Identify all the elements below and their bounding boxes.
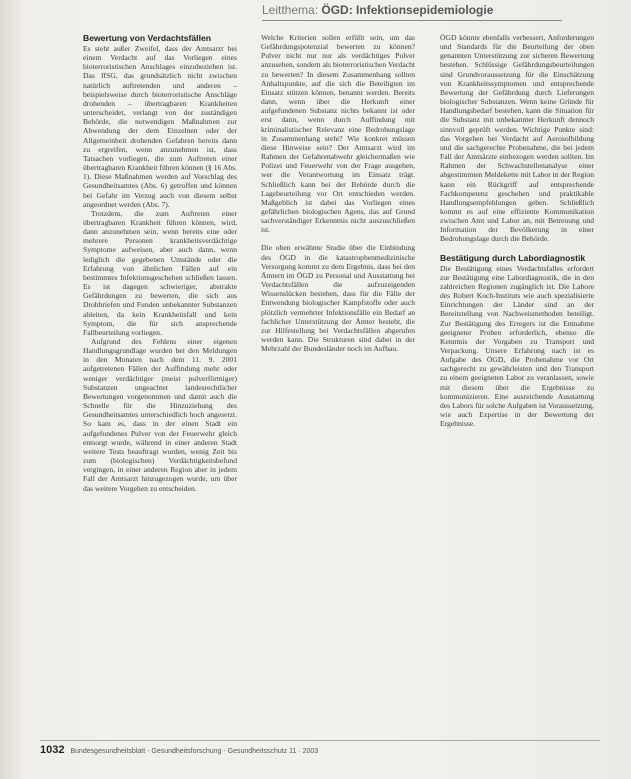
paragraph: ÖGD könnte ebenfalls verbessert, Anforderungen und Standards für die Beurteilung der oben genannten Unterstützung zur sicheren Bewertung bestehen. Schlüssige Gefährdungsbeurteilungen sind Grundvoraussetzung für die Einschätzung von Krankheitssymptomen und entsprechende Bewertung der Gefährdung durch Lieferungen biologischer Substanzen. Wenn keine Gründe für Handlungsbedarf bestehen, kann die Situation für die Substanz mit unbekannter Herkunft dennoch sinnvoll geprüft werden. Wichtige Punkte sind: das Vorgehen bei Verdacht auf Aerosolbildung und die sachgerechte Probenahme, die bei jedem Fall der Amtsärzte einbezogen werden sollten. Im Rahmen der Schwachstellenanalyse einer abgestimmten Meldekette mit Labor in der Region kann ein Rückgriff auf entsprechende Fachkompetenz geschehen und praktikable Handlungsempfehlungen geben. Schließlich kommt es auf eine effiziente Kommunikation zwischen Amt und Labor an, mit Betreuung und Information der Bevölkerung in einer Bedrohungslage durch die Behörde. xyxy=(440,33,594,244)
text-column-2 xyxy=(261,33,415,353)
journal-citation: Bundesgesundheitsblatt - Gesundheitsforschung - Gesundheitsschutz 11 · 2003 xyxy=(70,748,319,755)
page-footer xyxy=(40,744,318,756)
running-header xyxy=(262,3,493,21)
paragraph: Die Bestätigung eines Verdachtsfalles erfordert zur Bestätigung eine Labordiagnostik, die in den zahlreichen Regionen zugänglich ist. Die Labore des Robert Koch-Instituts wie auch spezialisierte Einrichtungen der Länder sind an der Bereitstellung von Nachweismethoden beteiligt. Zur Bestätigung des Erregers ist die Entnahme geeigneter Proben erforderlich, ebenso die Kenntnis der Vorgaben zu Transport und Verpackung. Unsere Erfahrung nach ist es Aufgabe des ÖGD, die Probenahme vor Ort sachgerecht zu gewährleisten und den Transport zu einem geeigneten Labor zu veranlassen, sowie mit diesem über die Ergebnisse zu kommunizieren. Eine ausreichende Ausstattung des Labors für solche Aufgaben ist Voraussetzung, wie auch Expertise in der Bewertung der Ergebnisse. xyxy=(440,263,594,429)
section-heading-verdachtsfaelle: Bewertung von Verdachtsfällen xyxy=(83,33,211,43)
paragraph: Aufgrund des Fehlens einer eigenen Handlungsgrundlage wurden bei den Meldungen in den Monaten nach dem 11. 9. 2001 aufgetretenen Fällen der Auffindung mehr oder weniger verdächtiger (meist pulverförmiger) Substanzen ungeachtet landesrechtlicher Bewertungen vorgenommen und damit auch die Schnelle für die Hinzuziehung des Gesundheitsamtes unterschiedlich hoch angesetzt. So kam es, dass in der einen Stadt ein aufgefundenes Pulver von der Feuerwehr gleich entsorgt wurde, während in einer anderen Stadt weitere Tests beauftragt wurden, wenig Zeit bis zum (biologischen) Verdächtigkeitsbefund vergingen, in einer anderen Region aber in jedem Fall der Amtsarzt hinzugezogen wurde, um über das weitere Vorgehen zu entscheiden. xyxy=(83,337,237,493)
header-rule xyxy=(262,20,562,21)
page-number: 1032 xyxy=(40,744,65,756)
paragraph: Die oben erwähnte Studie über die Einbindung des ÖGD in die katastrophenmedizinische Versorgung kommt zu dem Ergebnis, dass bei den Ämtern im ÖGD zu Personal und Ausstattung bei Verdachtsfällen die aufzuzeigenden Wissenslücken bestehen, dass für die Fälle der Entwendung biologischer Kampfstoffe oder auch plötzlich vermehrter Infektionsfälle ein Bedarf an fachlicher Unterstützung der Ämter besteht, die zur Hilfestellung bei Verdachtsfällen abgerufen werden kann. Die Strukturen sind dabei in der Mehrzahl der Bundesländer noch im Aufbau. xyxy=(261,243,415,354)
footer-rule xyxy=(40,740,600,741)
paragraph: Trotzdem, die zum Auftreten einer übertragbaren Krankheit führen können, wird, dann anzunehmen sein, wenn bereits eine oder mehrere Personen krankheitsverdächtige Symptome aufweisen, aber auch dann, wenn lediglich die gegebenen Umstände oder die Erfahrung von ähnlichen Fällen auf ein bestimmtes Infektionsgeschehen schließen lassen. Es ist dagegen schwieriger, abstrakte Gefährdungen zu bewerten, die sich aus Drohbriefen und Funden unbekannter Substanzen ableiten, da kein Krankheitsfall und kein Symptom, die für sich ansprechende Fallbeurteilung vorliegen. xyxy=(83,208,237,337)
paragraph: Welche Kriterien sollen erfüllt sein, um das Gefährdungspotenzial bewerten zu können? Pulver nicht nur nur als verdächtiges Pulver anzusehen, sondern als bioterroristischen Verdacht zu bewerten? In diesem Zusammenhang sollten Anhaltspunkte, auf die sich die Beteiligten im Einsatz stützen können, benannt werden. Bereits dann, wenn über die Herkunft einer aufgefundenen Substanz nichts bekannt ist oder erst dann, wenn durch Auffindung mit kriminalistischer Relevanz eine Bedrohungslage in Zusammenhang steht? Wie konkret müssen diese Hinweise sein? Der Amtsarzt wird im Rahmen der Gefahrenabwehr gleichermaßen wie Polizei und Feuerwehr von der Frage ausgehen, wer die Verantwortung im Einsatz trägt. Schließlich kann bei der Behörde durch die Lagebeurteilung vor Ort entschieden werden. Maßgeblich ist dabei das Vorliegen eines gefährlichen biologischen Agens, das auf Grund sachverständiger Erkenntnis nicht auszuschließen ist. xyxy=(261,33,415,235)
header-title: ÖGD: Infektionsepidemiologie xyxy=(321,3,494,17)
text-column-3 xyxy=(440,33,594,428)
section-heading-labordiagnostik: Bestätigung durch Labordiagnostik xyxy=(440,252,586,263)
header-label: Leitthema: xyxy=(262,3,322,17)
paragraph: Es steht außer Zweifel, dass der Amtsarzt bei einem Verdacht auf das Vorliegen eines bioterroristischen Anschlages einzubeziehen ist. Das IfSG, das grundsätzlich nicht zwischen natürlich auftretenden und anderen – beispielsweise durch bioterroristische Anschläge drohenden – übertragbaren Krankheiten unterscheidet, verlangt von der zuständigen Behörde, die notwendigen Maßnahmen zur Abwendung der dem Einzelnen oder der Allgemeinheit drohenden Gefahren bereits dann zu ergreifen, wenn anzunehmen ist, dass Tatsachen vorliegen, die zum Auftreten einer übertragbaren Krankheit führen können (§ 16 Abs. 1). Diese Maßnahmen werden auf Vorschlag des Gesundheitsamtes (Abs. 6) getroffen und können bei Gefahr im Verzug auch von diesem selbst angeordnet werden (Abs. 7). xyxy=(83,44,237,209)
text-column-1 xyxy=(83,33,237,493)
